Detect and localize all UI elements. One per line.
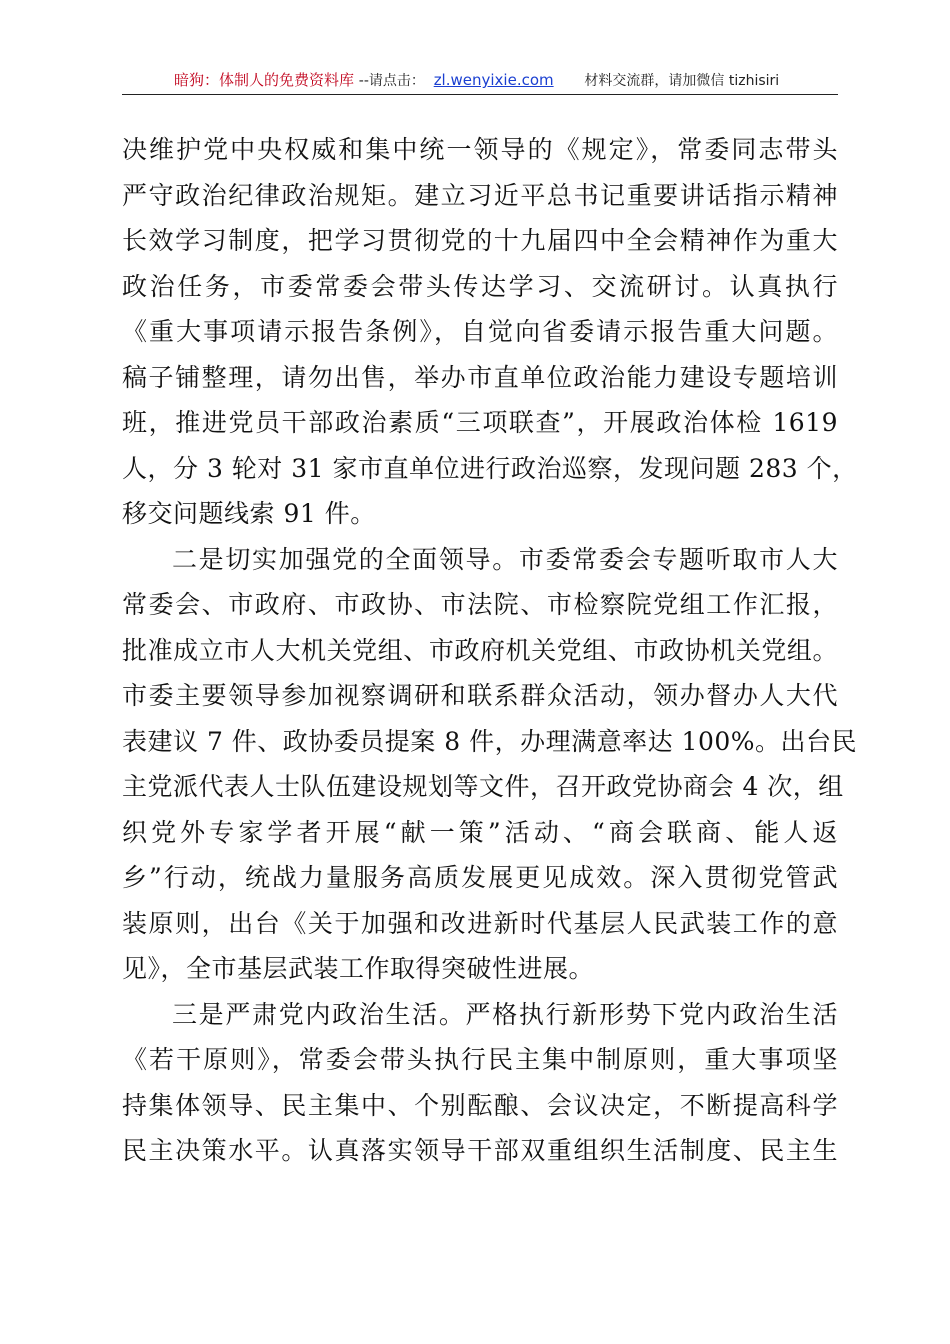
header-contact: 材料交流群，请加微信 tizhisiri (584, 73, 780, 89)
paragraph-2 (122, 537, 858, 992)
text-line: 三是严肃党内政治生活。严格执行新形势下党内政治生活 (172, 999, 838, 1029)
text-line: 市委主要领导参加视察调研和联系群众活动，领办督办人大代 (122, 681, 838, 710)
text-line: 常委会、市政府、市政协、市法院、市检察院党组工作汇报， (122, 590, 838, 619)
document-body (122, 127, 858, 1174)
text-line: 乡”行动，统战力量服务高质发展更见成效。深入贯彻党管武 (122, 863, 838, 892)
text-line: 班，推进党员干部政治素质“三项联查”，开展政治体检 1619 (122, 408, 838, 437)
header-link[interactable]: zl.wenyixie.com (433, 71, 554, 89)
paragraph-1 (122, 127, 858, 537)
text-line: 稿子铺整理，请勿出售，举办市直单位政治能力建设专题培训 (122, 362, 838, 392)
text-line: 表建议 7 件、政协委员提案 8 件，办理满意率达 100%。出台民 (122, 726, 858, 756)
text-line: 装原则，出台《关于加强和改进新时代基层人民武装工作的意 (122, 908, 838, 938)
text-line: 批准成立市人大机关党组、市政府机关党组、市政协机关党组。 (122, 635, 838, 665)
paragraph-3 (122, 992, 838, 1174)
text-line: 《重大事项请示报告条例》，自觉向省委请示报告重大问题。 (122, 317, 838, 346)
header-prompt: --请点击： (358, 73, 425, 89)
header-brand: 暗狗：体制人的免费资料库 (174, 71, 355, 89)
text-line: 织党外专家学者开展“献一策”活动、“商会联商、能人返 (122, 817, 838, 847)
text-line: 持集体领导、民主集中、个别酝酿、会议决定，不断提高科学 (122, 1090, 838, 1120)
text-line: 决维护党中央权威和集中统一领导的《规定》，常委同志带头 (122, 135, 838, 164)
text-line: 《若干原则》，常委会带头执行民主集中制原则，重大事项坚 (122, 1045, 838, 1074)
text-line: 人，分 3 轮对 31 家市直单位进行政治巡察，发现问题 283 个， (122, 453, 858, 483)
text-line: 主党派代表人士队伍建设规划等文件，召开政党协商会 4 次，组 (122, 772, 844, 801)
text-line: 见》，全市基层武装工作取得突破性进展。 (122, 954, 595, 983)
text-line: 严守政治纪律政治规矩。建立习近平总书记重要讲话指示精神 (122, 180, 838, 210)
text-line: 民主决策水平。认真落实领导干部双重组织生活制度、民主生 (122, 1136, 838, 1165)
text-line: 移交问题线索 91 件。 (122, 499, 376, 528)
text-line: 二是切实加强党的全面领导。市委常委会专题听取市人大 (172, 544, 838, 574)
text-line: 长效学习制度，把学习贯彻党的十九届四中全会精神作为重大 (122, 226, 838, 255)
page-header (122, 70, 838, 95)
text-line: 政治任务，市委常委会带头传达学习、交流研讨。认真执行 (122, 271, 838, 301)
